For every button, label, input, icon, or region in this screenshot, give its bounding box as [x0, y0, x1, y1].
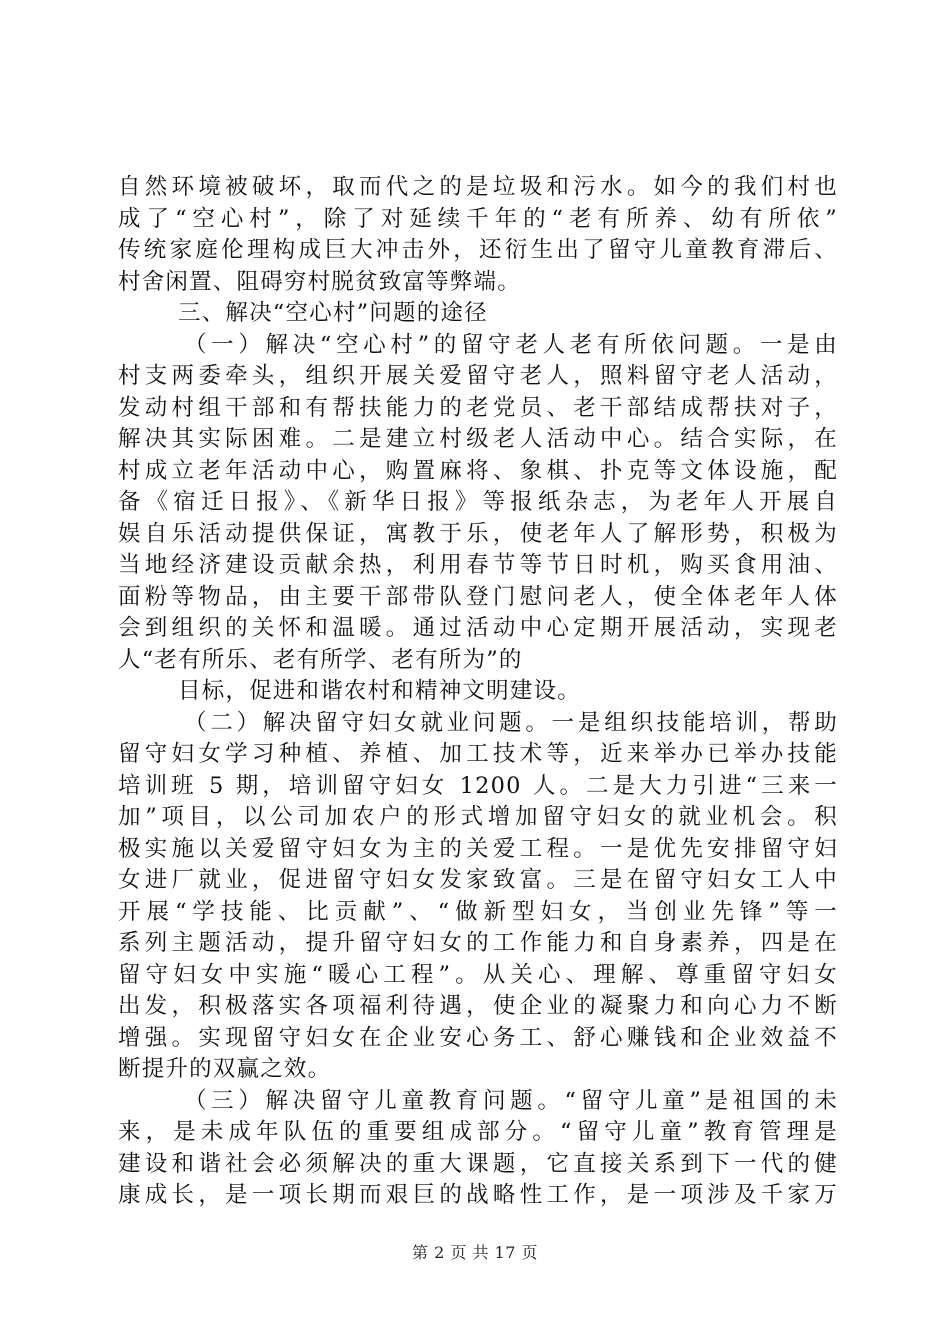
page-number-footer: 第 2 页 共 17 页 — [412, 1243, 538, 1262]
text-line: 村成立老年活动中心，购置麻将、象棋、扑克等文体设施，配 — [118, 457, 838, 484]
text-line: 极实施以关爱留守妇女为主的关爱工程。一是优先安排留守妇 — [118, 835, 838, 862]
text-line: 开展“学技能、比贡献”、“做新型妇女，当创业先锋”等一 — [118, 898, 838, 925]
text-line: 传统家庭伦理构成巨大冲击外，还衍生出了留守儿童教育滞后、 — [118, 237, 838, 263]
document-body — [118, 172, 838, 1212]
text-line: 系列主题活动，提升留守妇女的工作能力和自身素养，四是在 — [118, 930, 838, 956]
text-line: 当地经济建设贡献余热，利用春节等节日时机，购买食用油、 — [118, 552, 838, 578]
text-line: 建设和谐社会必须解决的重大课题，它直接关系到下一代的健 — [118, 1150, 838, 1177]
text-line: 目标，促进和谐农村和精神文明建设。 — [178, 678, 581, 704]
text-line: 康成长，是一项长期而艰巨的战略性工作，是一项涉及千家万 — [118, 1182, 838, 1208]
text-line: 加”项目，以公司加农户的形式增加留守妇女的就业机会。积 — [118, 804, 838, 830]
text-line: （二）解决留守妇女就业问题。一是组织技能培训，帮助 — [184, 709, 838, 736]
text-line: 备《宿迁日报》、《新华日报》等报纸杂志，为老年人开展自 — [118, 489, 838, 515]
text-line: 发动村组干部和有帮扶能力的老党员、老干部结成帮扶对子， — [118, 394, 838, 421]
text-line: 自然环境被破坏，取而代之的是垃圾和污水。如今的我们村也 — [118, 174, 838, 200]
text-line: 增强。实现留守妇女在企业安心务工、舒心赚钱和企业效益不 — [118, 1024, 838, 1051]
text-line: 培训班 5 期，培训留守妇女 1200 人。二是大力引进“三来一 — [118, 772, 838, 799]
text-line: 来，是未成年队伍的重要组成部分。“留守儿童”教育管理是 — [118, 1119, 838, 1145]
text-line: 娱自乐活动提供保证，寓教于乐，使老年人了解形势，积极为 — [118, 520, 838, 547]
text-line: 会到组织的关怀和温暖。通过活动中心定期开展活动，实现老 — [118, 615, 838, 641]
text-line: 留守妇女学习种植、养植、加工技术等，近来举办已举办技能 — [118, 741, 838, 767]
text-line: 村支两委牵头，组织开展关爱留守老人，照料留守老人活动， — [118, 363, 838, 389]
text-line: 人“老有所乐、老有所学、老有所为”的 — [118, 646, 523, 673]
text-line: 女进厂就业，促进留守妇女发家致富。三是在留守妇女工人中 — [118, 867, 838, 893]
text-line: 村舍闲置、阻碍穷村脱贫致富等弊端。 — [118, 268, 521, 295]
text-line: （三）解决留守儿童教育问题。“留守儿童”是祖国的未 — [184, 1087, 838, 1114]
text-line: 出发，积极落实各项福利待遇，使企业的凝聚力和向心力不断 — [118, 993, 838, 1019]
section-heading: 三、解决“空心村”问题的途径 — [178, 300, 488, 326]
text-line: 断提升的双赢之效。 — [118, 1056, 332, 1082]
text-line: 解决其实际困难。二是建立村级老人活动中心。结合实际，在 — [118, 426, 838, 452]
text-line: （一）解决“空心村”的留守老人老有所依问题。一是由 — [184, 331, 838, 358]
text-line: 面粉等物品，由主要干部带队登门慰问老人，使全体老年人体 — [118, 583, 838, 610]
text-line: 留守妇女中实施“暖心工程”。从关心、理解、尊重留守妇女 — [118, 961, 838, 988]
text-line: 成了“空心村”，除了对延续千年的“老有所养、幼有所依” — [118, 205, 838, 232]
